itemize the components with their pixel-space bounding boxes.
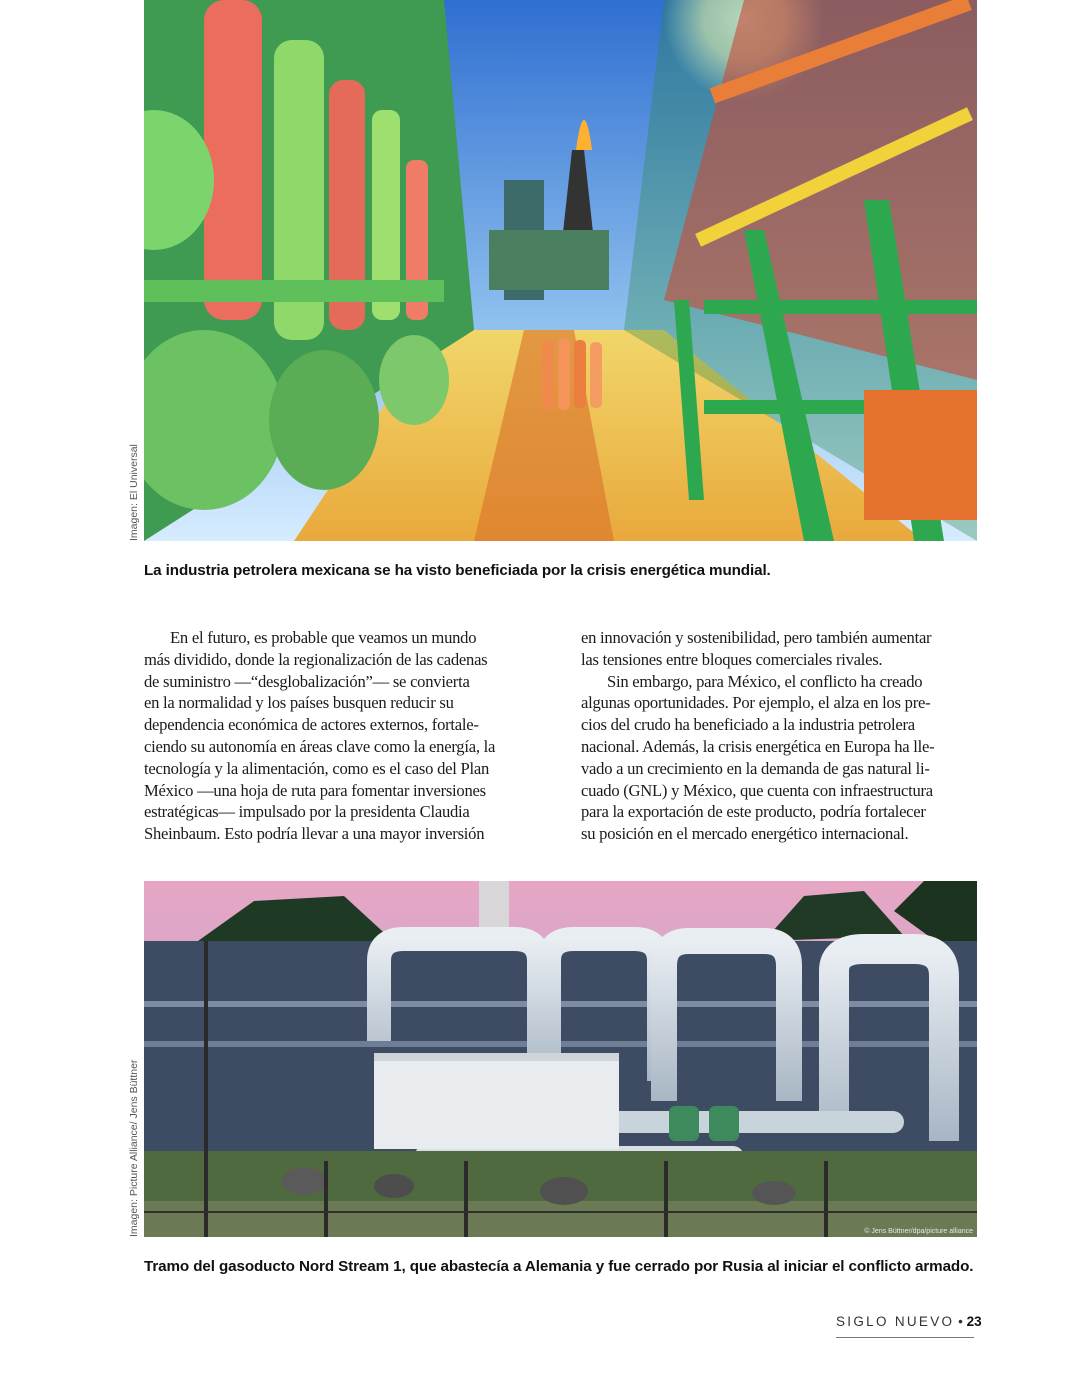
photo-credit: Imagen: El Universal <box>128 444 140 541</box>
page-number: 23 <box>966 1314 982 1329</box>
text-line: para la exportación de este producto, podría fortalecer <box>581 802 926 822</box>
photo-caption: La industria petrolera mexicana se ha visto beneficiada por la crisis energética mundial. <box>144 562 771 579</box>
text-line: México —una hoja de ruta para fomentar inversiones <box>144 780 486 800</box>
article-column-2 <box>581 627 979 845</box>
magazine-name: SIGLO NUEVO <box>836 1314 955 1329</box>
page-footer <box>836 1314 982 1329</box>
text-line: de suministro —“desglobalización”— se convierta <box>144 671 470 691</box>
text-line: tecnología y la alimentación, como es el caso del Plan <box>144 758 489 778</box>
photo-watermark: © Jens Büttner/dpa/picture alliance <box>864 1228 973 1235</box>
text-line: nacional. Además, la crisis energética en Europa ha lle- <box>581 736 935 756</box>
text-line: algunas oportunidades. Por ejemplo, el alza en los pre- <box>581 693 931 713</box>
pipeline-photo <box>144 881 977 1237</box>
text-line: en innovación y sostenibilidad, pero también aumentar <box>581 628 932 647</box>
photo-caption: Tramo del gasoducto Nord Stream 1, que abastecía a Alemania y fue cerrado por Rusia al iniciar el conflicto armado. <box>144 1258 974 1275</box>
text-line: su posición en el mercado energético internacional. <box>581 824 909 844</box>
text-line: dependencia económica de actores externos, fortale- <box>144 715 479 735</box>
footer-separator: • <box>958 1314 963 1329</box>
footer-rule <box>836 1337 974 1338</box>
text-line: Sin embargo, para México, el conflicto ha creado <box>607 671 923 691</box>
text-line: las tensiones entre bloques comerciales rivales. <box>581 649 883 669</box>
text-line: En el futuro, es probable que veamos un mundo <box>170 628 477 647</box>
text-line: Sheinbaum. Esto podría llevar a una mayor inversión <box>144 824 485 844</box>
article-column-1 <box>144 627 534 845</box>
refinery-photo <box>144 0 977 541</box>
text-line: más dividido, donde la regionalización de las cadenas <box>144 649 488 669</box>
text-line: cuado (GNL) y México, que cuenta con infraestructura <box>581 780 933 800</box>
text-line: estratégicas— impulsado por la presidenta Claudia <box>144 802 470 822</box>
text-line: en la normalidad y los países busquen reducir su <box>144 693 454 713</box>
text-line: ciendo su autonomía en áreas clave como la energía, la <box>144 736 496 756</box>
text-line: vado a un crecimiento en la demanda de gas natural li- <box>581 758 930 778</box>
text-line: cios del crudo ha beneficiado a la industria petrolera <box>581 715 915 735</box>
photo-credit: Imagen: Picture Alliance/ Jens Büttner <box>128 1059 140 1237</box>
